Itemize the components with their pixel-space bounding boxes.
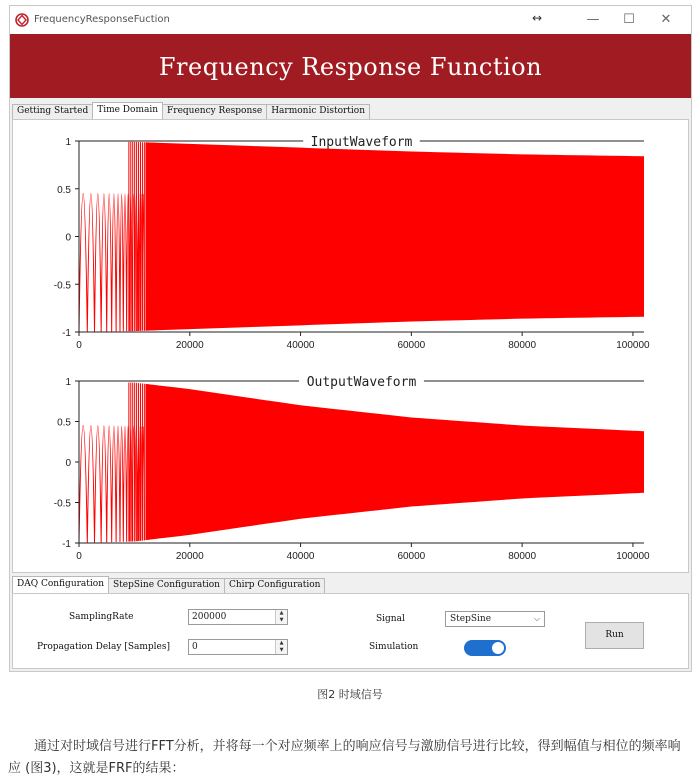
title-bar[interactable] xyxy=(10,6,691,34)
chart-1 xyxy=(54,375,650,562)
waveform-envelope-0 xyxy=(145,142,644,330)
propagation-delay-label: Propagation Delay [Samples] xyxy=(37,642,171,652)
y-tick-label: 1 xyxy=(65,137,71,148)
chart-0 xyxy=(54,135,650,351)
config-tabs xyxy=(12,578,324,593)
x-tick-label: 40000 xyxy=(286,340,315,351)
y-tick-label: -1 xyxy=(62,539,71,550)
spin-down-icon[interactable]: ▼ xyxy=(279,617,284,623)
time-domain-panel xyxy=(12,119,689,573)
propagation-delay-spinner[interactable] xyxy=(275,640,287,654)
x-tick-label: 100000 xyxy=(616,340,650,351)
x-tick-label: 0 xyxy=(76,340,82,351)
sampling-rate-spinner[interactable] xyxy=(275,610,287,624)
minimize-button[interactable]: — xyxy=(586,12,600,27)
sampling-rate-value: 200000 xyxy=(192,612,227,622)
tab-daq-configuration[interactable]: DAQ Configuration xyxy=(12,576,109,593)
tab-stepsine-configuration[interactable]: StepSine Configuration xyxy=(108,578,225,593)
sampling-rate-label: SamplingRate xyxy=(69,612,134,622)
x-tick-label: 80000 xyxy=(508,551,537,562)
close-button[interactable]: ✕ xyxy=(660,12,672,27)
x-tick-label: 80000 xyxy=(508,340,537,351)
resize-arrows-icon: ↔ xyxy=(532,11,543,25)
x-tick-label: 60000 xyxy=(397,340,426,351)
waveform-dense-0 xyxy=(129,142,156,331)
spin-up-icon[interactable]: ▲ xyxy=(279,640,284,646)
y-tick-label: 0 xyxy=(65,232,71,244)
tab-time-domain[interactable]: Time Domain xyxy=(92,102,163,119)
y-tick-label: -0.5 xyxy=(53,498,71,510)
simulation-toggle[interactable] xyxy=(464,640,506,656)
daq-configuration-panel xyxy=(12,593,689,669)
x-tick-label: 100000 xyxy=(616,551,650,562)
body-paragraph: 通过对时域信号进行FFT分析，并将每一个对应频率上的响应信号与激励信号进行比较，得到幅值与相位的频率响应 (图3)，这就是FRF的结果： xyxy=(8,739,681,776)
figure-caption: 图2 时域信号 xyxy=(317,688,383,701)
y-tick-label: 0 xyxy=(65,458,71,469)
banner-title: Frequency Response Function xyxy=(158,53,543,81)
tab-harmonic-distortion[interactable]: Harmonic Distortion xyxy=(266,104,370,119)
signal-label: Signal xyxy=(376,614,405,624)
x-tick-label: 0 xyxy=(76,551,82,562)
y-tick-label: 0.5 xyxy=(57,184,71,196)
app-window xyxy=(9,5,692,672)
chart-title: InputWaveform xyxy=(310,135,413,150)
toggle-knob xyxy=(492,642,504,654)
spin-down-icon[interactable]: ▼ xyxy=(279,647,284,653)
y-tick-label: 1 xyxy=(65,377,71,388)
x-tick-label: 20000 xyxy=(175,551,204,562)
maximize-button[interactable]: ☐ xyxy=(623,12,635,27)
chevron-down-icon: ⌵ xyxy=(533,614,540,623)
waveform-envelope-1 xyxy=(145,384,644,540)
waveform-charts xyxy=(13,120,688,572)
propagation-delay-input[interactable] xyxy=(188,639,288,655)
x-tick-label: 40000 xyxy=(286,551,315,562)
tab-chirp-configuration[interactable]: Chirp Configuration xyxy=(224,578,326,593)
y-tick-label: 0.5 xyxy=(57,417,71,429)
sampling-rate-input[interactable] xyxy=(188,609,288,625)
window-title: FrequencyResponseFuction xyxy=(34,14,170,25)
app-logo-icon xyxy=(15,13,29,27)
simulation-label: Simulation xyxy=(369,642,419,652)
tab-getting-started[interactable]: Getting Started xyxy=(12,104,93,119)
propagation-delay-value: 0 xyxy=(192,642,198,652)
x-tick-label: 60000 xyxy=(397,551,426,562)
main-tabs xyxy=(12,104,369,119)
signal-select[interactable] xyxy=(445,611,545,627)
run-button[interactable]: Run xyxy=(585,622,644,649)
signal-value: StepSine xyxy=(450,614,492,624)
waveform-dense-1 xyxy=(129,382,156,541)
header-banner xyxy=(10,34,691,98)
spin-up-icon[interactable]: ▲ xyxy=(279,610,284,616)
y-tick-label: -1 xyxy=(62,328,71,339)
chart-title: OutputWaveform xyxy=(306,375,417,390)
tab-frequency-response[interactable]: Frequency Response xyxy=(162,104,267,119)
x-tick-label: 20000 xyxy=(175,340,204,351)
y-tick-label: -0.5 xyxy=(53,280,71,292)
